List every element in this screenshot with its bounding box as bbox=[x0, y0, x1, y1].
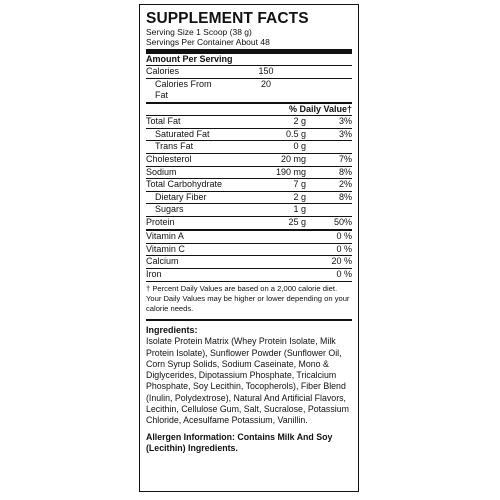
nutrient-list bbox=[146, 116, 352, 228]
nutrient-name: Sugars bbox=[155, 204, 184, 215]
calories-from-fat-value: 20 bbox=[260, 78, 271, 89]
nutrient-name: Total Fat bbox=[146, 116, 181, 127]
nutrient-amount: 0.5 g bbox=[285, 128, 306, 139]
nutrient-row bbox=[146, 167, 352, 180]
daily-value-footnote: † Percent Daily Values are based on a 2,000 calorie diet. Your Daily Values may be higher or lower depending on your calorie needs. bbox=[146, 283, 350, 314]
nutrient-amount: 2 g bbox=[293, 116, 306, 127]
calories-from-fat-label: Calories From Fat bbox=[155, 78, 212, 101]
nutrient-daily-value: 3% bbox=[338, 128, 352, 139]
daily-value-header: % Daily Value† bbox=[288, 104, 352, 115]
nutrient-daily-value: 8% bbox=[338, 166, 352, 177]
serving-size: Serving Size 1 Scoop (38 g) bbox=[146, 27, 252, 37]
supplement-facts-panel bbox=[139, 4, 359, 492]
nutrient-row bbox=[146, 141, 352, 154]
nutrient-row bbox=[146, 179, 352, 192]
vitamin-name: Vitamin A bbox=[146, 231, 184, 242]
vitamin-daily-value: 0 % bbox=[336, 268, 352, 279]
nutrient-row bbox=[146, 154, 352, 167]
nutrient-name: Trans Fat bbox=[155, 141, 194, 152]
nutrient-daily-value: 3% bbox=[338, 116, 352, 127]
calories-label: Calories bbox=[146, 66, 180, 76]
vitamin-row bbox=[146, 269, 352, 281]
nutrient-row bbox=[146, 129, 352, 142]
ingredients-text: Isolate Protein Matrix (Whey Protein Isolate, Milk Protein Isolate), Sunflower Powder (Sunflower Oil, Corn Syrup Solids, Sodium Caseinate, Mono & Diglycerides, Dipotassium Phosphate, Tricalcium Phosphate, Soy Lecithin, Tocopherols), Fiber Blend (Inulin, Polydextrose), Natural And Artificial Flavors, Lecithin, Cellulose Gum, Salt, Sucralose, Potassium Chloride, Acesulfame Potassium, Vanillin. bbox=[146, 336, 349, 426]
nutrient-amount: 25 g bbox=[288, 217, 306, 228]
nutrient-row bbox=[146, 217, 352, 229]
vitamin-row bbox=[146, 231, 352, 244]
nutrient-daily-value: 2% bbox=[338, 179, 352, 190]
ingredients-header: Ingredients: bbox=[146, 325, 198, 336]
nutrient-amount: 2 g bbox=[293, 191, 306, 202]
panel-title: SUPPLEMENT FACTS bbox=[146, 10, 309, 27]
vitamin-daily-value: 0 % bbox=[336, 231, 352, 242]
nutrient-name: Dietary Fiber bbox=[155, 191, 207, 202]
vitamin-name: Vitamin C bbox=[146, 243, 185, 254]
nutrient-name: Cholesterol bbox=[146, 154, 192, 165]
calories-from-fat-row bbox=[146, 79, 352, 102]
nutrient-row bbox=[146, 192, 352, 205]
nutrient-amount: 0 g bbox=[293, 141, 306, 152]
amount-per-serving: Amount Per Serving bbox=[146, 54, 233, 64]
allergen-info: Allergen Information: Contains Milk And Soy (Lecithin) Ingredients. bbox=[146, 431, 333, 453]
nutrient-amount: 1 g bbox=[293, 204, 306, 215]
servings-per-container: Servings Per Container About 48 bbox=[146, 37, 270, 47]
nutrient-daily-value: 7% bbox=[338, 154, 352, 165]
vitamin-row bbox=[146, 244, 352, 257]
vitamin-name: Iron bbox=[146, 268, 162, 279]
nutrient-row bbox=[146, 116, 352, 129]
vitamin-name: Calcium bbox=[146, 256, 179, 267]
vitamin-row bbox=[146, 256, 352, 269]
nutrient-name: Saturated Fat bbox=[155, 128, 210, 139]
vitamin-daily-value: 0 % bbox=[336, 243, 352, 254]
nutrient-daily-value: 8% bbox=[338, 191, 352, 202]
nutrient-name: Total Carbohydrate bbox=[146, 179, 223, 190]
vitamin-daily-value: 20 % bbox=[331, 256, 352, 267]
nutrient-amount: 7 g bbox=[293, 179, 306, 190]
nutrient-name: Sodium bbox=[146, 166, 177, 177]
nutrient-amount: 20 mg bbox=[280, 154, 306, 165]
medium-divider bbox=[146, 319, 352, 322]
calories-row bbox=[146, 66, 352, 78]
nutrient-daily-value: 50% bbox=[333, 217, 352, 228]
nutrient-name: Protein bbox=[146, 217, 175, 228]
nutrient-row bbox=[146, 204, 352, 217]
nutrient-daily-value bbox=[306, 204, 352, 216]
calories-value: 150 bbox=[258, 66, 274, 76]
nutrient-amount: 190 mg bbox=[275, 166, 306, 177]
nutrient-daily-value bbox=[306, 141, 352, 153]
vitamin-list bbox=[146, 231, 352, 280]
